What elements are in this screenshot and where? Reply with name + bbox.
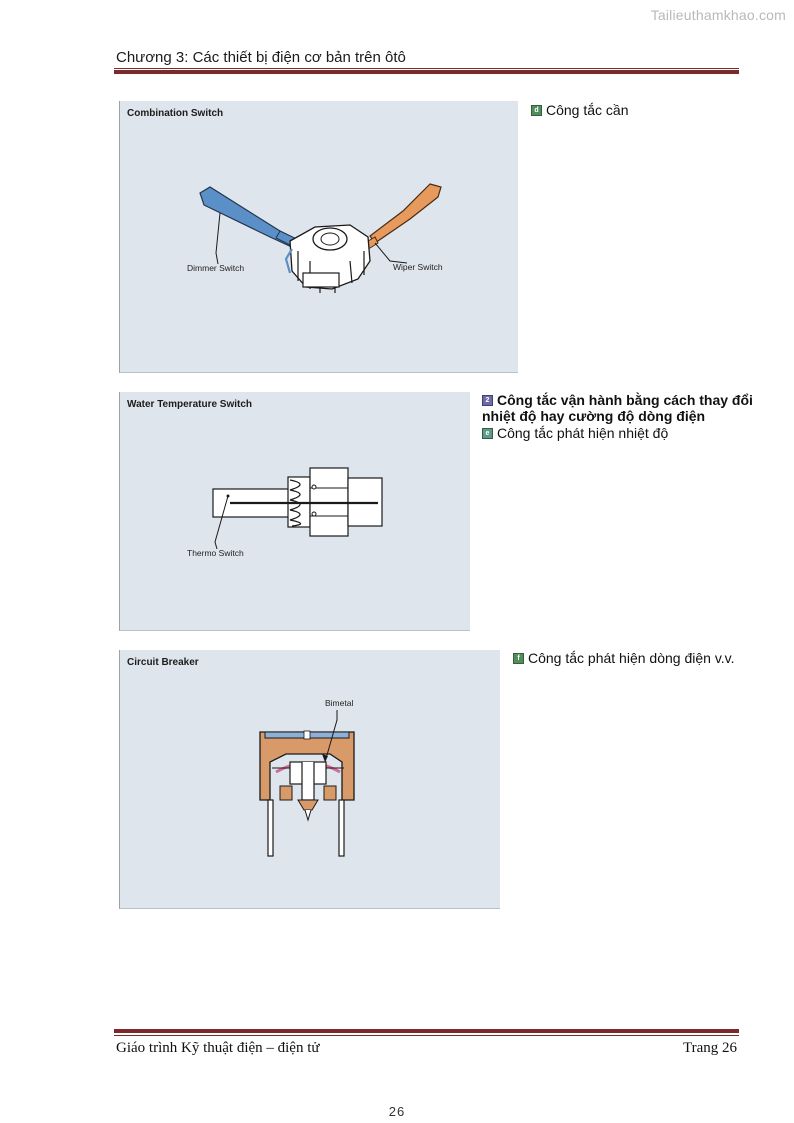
bullet-icon: d (531, 105, 542, 116)
thermo-switch-label: Thermo Switch (187, 548, 244, 558)
note-text: Công tắc cần (546, 102, 629, 118)
bimetal-label: Bimetal (325, 698, 354, 708)
bullet-icon: 2 (482, 395, 493, 406)
figure-title: Circuit Breaker (127, 657, 199, 668)
note-combination (531, 102, 629, 118)
figure-title: Combination Switch (127, 108, 224, 119)
figure-water-temperature-switch (119, 392, 470, 631)
chapter-title: Chương 3: Các thiết bị điện cơ bản trên ôtô (116, 49, 406, 66)
footer-page-label: Trang 26 (682, 1040, 737, 1056)
note-water-line3 (482, 425, 668, 441)
watermark-text: Tailieuthamkhao.com (650, 7, 786, 23)
footer-book-title: Giáo trình Kỹ thuật điện – điện tử (116, 1040, 320, 1056)
header-rule-thick (114, 70, 739, 74)
dimmer-switch-label: Dimmer Switch (187, 263, 245, 273)
note-text: Công tắc vận hành bằng cách thay đổi (497, 392, 753, 408)
wiper-switch-label: Wiper Switch (393, 262, 443, 272)
header-rule-thin (114, 68, 739, 69)
bullet-icon: e (482, 428, 493, 439)
note-text: nhiệt độ hay cường độ dòng điện (482, 408, 706, 424)
note-water-line2 (482, 408, 705, 424)
note-text: Công tắc phát hiện dòng điện v.v. (528, 650, 735, 666)
figure-circuit-breaker (119, 650, 500, 909)
combination-switch-illustration (120, 101, 518, 372)
bullet-icon: f (513, 653, 524, 664)
circuit-breaker-illustration (120, 650, 500, 908)
thermo-switch-illustration (120, 392, 470, 630)
footer-rule-thick (114, 1029, 739, 1033)
note-water-line1 (482, 392, 753, 408)
page-number: 26 (388, 1104, 406, 1119)
note-breaker (513, 650, 735, 666)
figure-combination-switch (119, 101, 518, 373)
footer-rule-thin (114, 1035, 739, 1036)
figure-title: Water Temperature Switch (127, 399, 253, 410)
note-text: Công tắc phát hiện nhiệt độ (497, 425, 669, 441)
